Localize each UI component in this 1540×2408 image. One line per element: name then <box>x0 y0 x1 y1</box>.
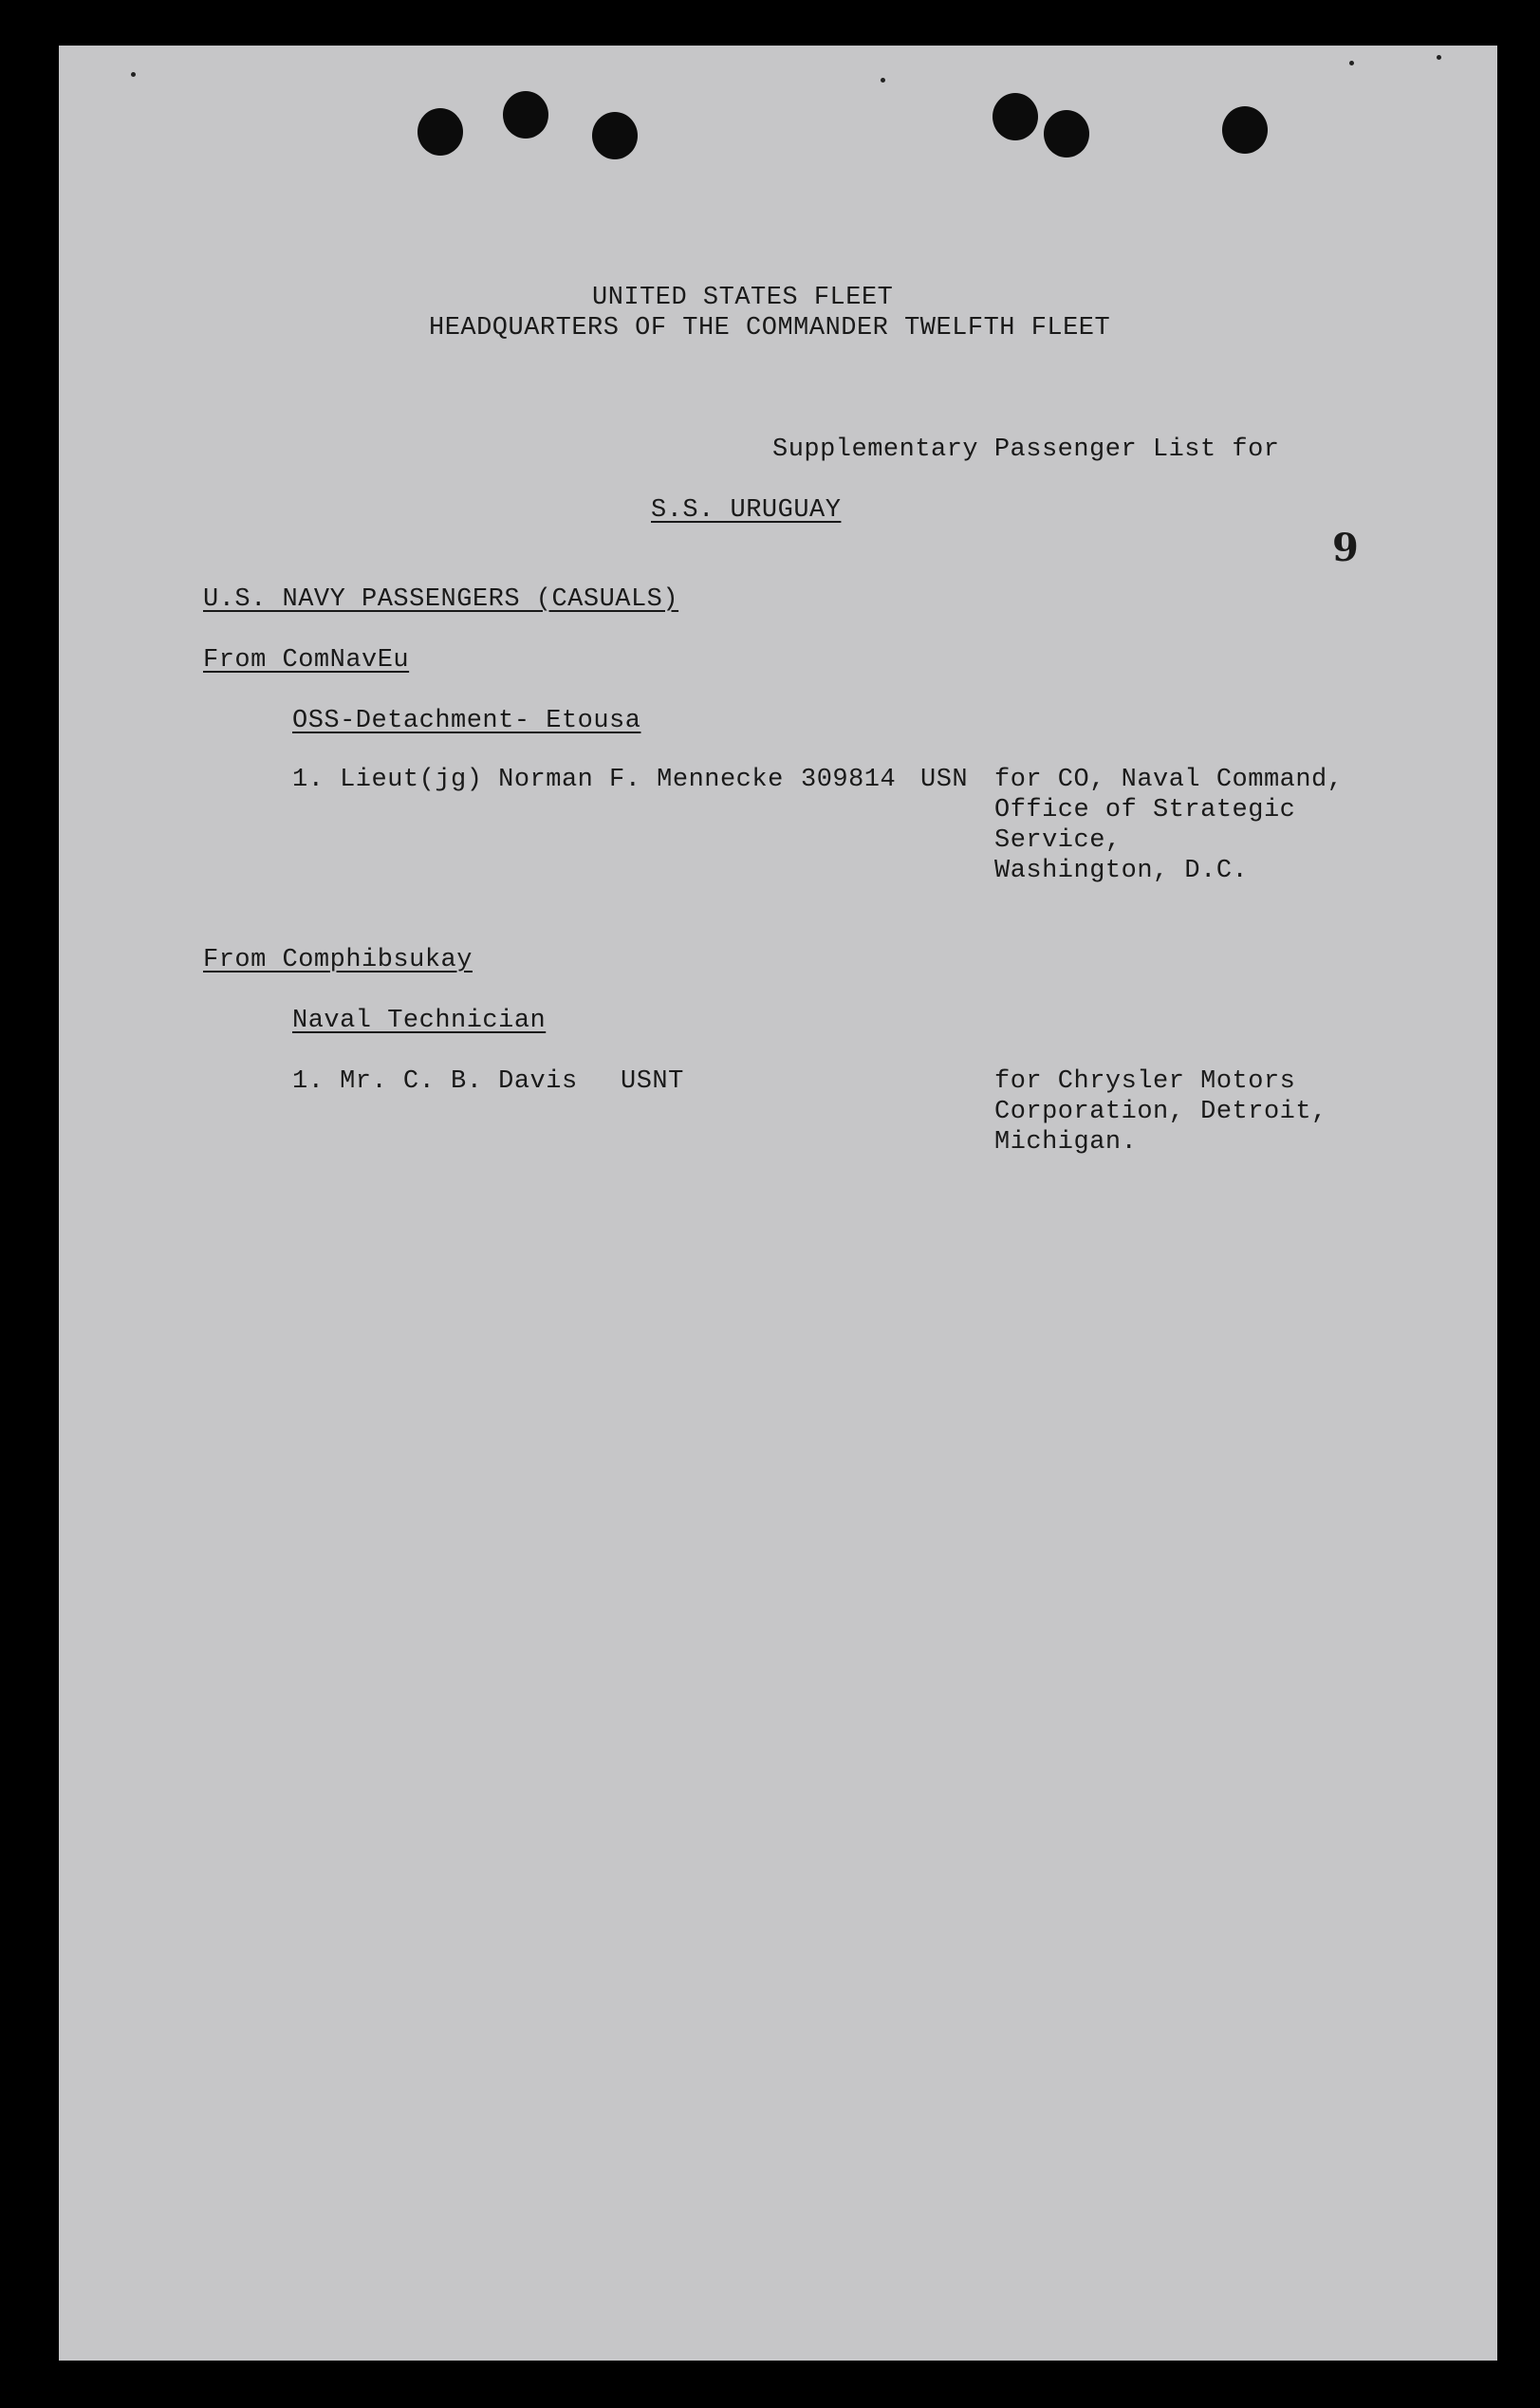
ink-speck <box>881 78 885 83</box>
group-source: From Comphibsukay <box>203 946 473 974</box>
passenger-name: 1. Mr. C. B. Davis <box>292 1067 578 1096</box>
ship-name: S.S. URUGUAY <box>651 496 842 525</box>
group-source: From ComNavEu <box>203 646 410 675</box>
punch-hole <box>592 112 638 159</box>
destination-line: for CO, Naval Command, <box>994 766 1344 794</box>
service-branch: USNT <box>621 1067 684 1096</box>
ink-speck <box>1349 61 1354 65</box>
destination-line: Corporation, Detroit, <box>994 1098 1327 1126</box>
section-heading: U.S. NAVY PASSENGERS (CASUALS) <box>203 585 679 614</box>
destination-line: Service, <box>994 826 1122 855</box>
passenger-name: 1. Lieut(jg) Norman F. Mennecke <box>292 766 784 794</box>
destination-line: Michigan. <box>994 1128 1138 1157</box>
service-branch: USN <box>920 766 969 794</box>
ink-speck <box>1437 55 1441 60</box>
punch-hole <box>993 93 1038 140</box>
destination-line: for Chrysler Motors <box>994 1067 1296 1096</box>
destination-line: Washington, D.C. <box>994 857 1249 885</box>
punch-hole <box>503 91 548 139</box>
header-line-1: UNITED STATES FLEET <box>592 284 894 312</box>
list-subtitle: Supplementary Passenger List for <box>772 435 1280 464</box>
group-unit: Naval Technician <box>292 1007 547 1035</box>
ink-speck <box>131 72 136 77</box>
punch-hole <box>1222 106 1268 154</box>
header-line-2: HEADQUARTERS OF THE COMMANDER TWELFTH FLEET <box>429 314 1111 343</box>
punch-hole <box>1044 110 1089 157</box>
page-number: 9 <box>1332 526 1359 570</box>
group-unit: OSS-Detachment- Etousa <box>292 707 641 735</box>
punch-hole <box>417 108 463 156</box>
service-number: 309814 <box>801 766 897 794</box>
destination-line: Office of Strategic <box>994 796 1296 824</box>
document-page <box>59 46 1497 2361</box>
